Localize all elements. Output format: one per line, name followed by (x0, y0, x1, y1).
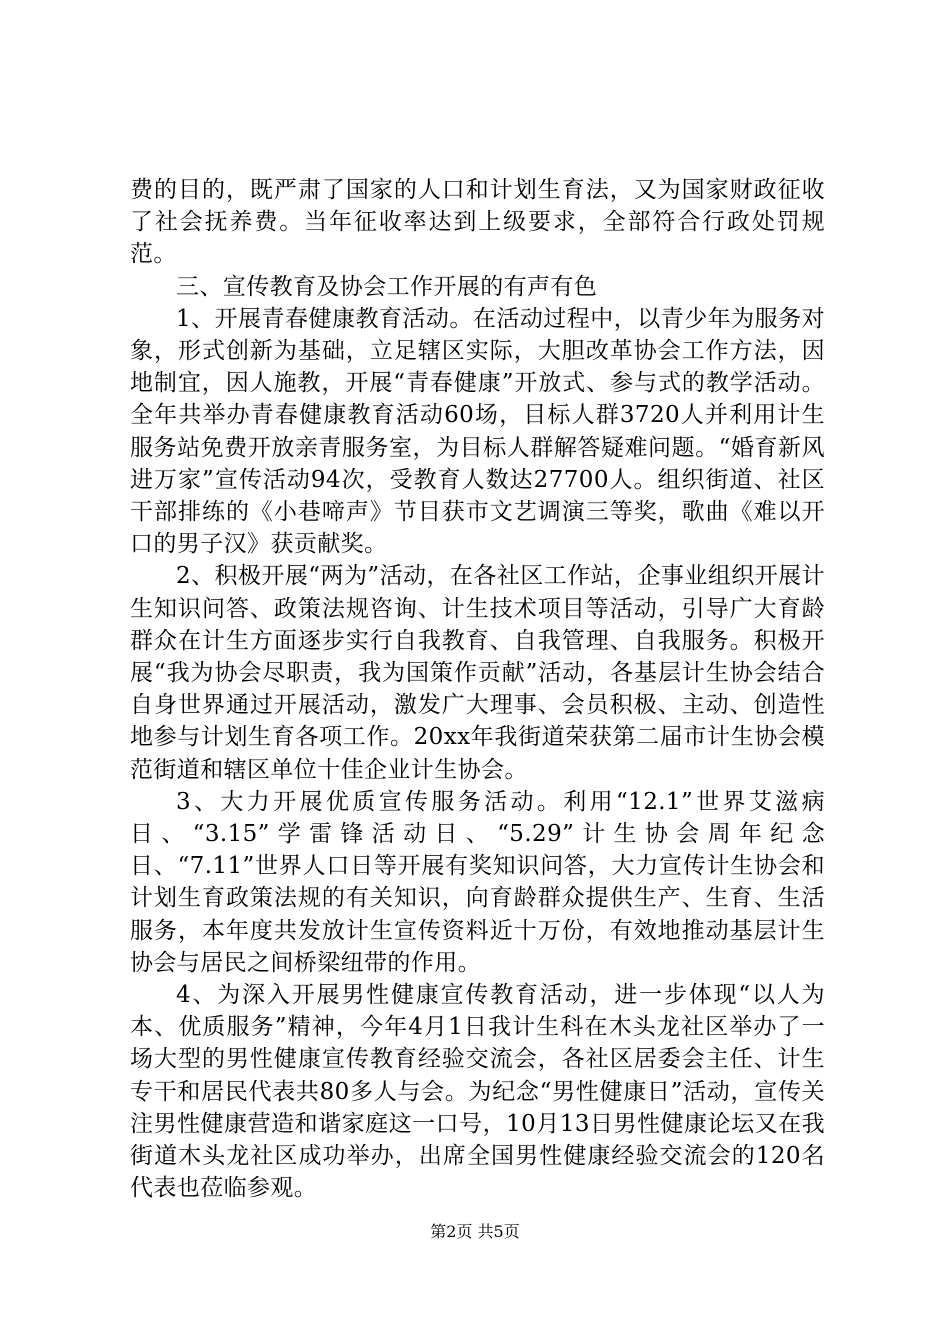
paragraph-item-3: 3、大力开展优质宣传服务活动。利用“12.1”世界艾滋病日、“3.15”学雷锋活动日、“5.29”计生协会周年纪念日、“7.11”世界人口日等开展有奖知识问答，大力宣传计生协会和计划生育政策法规的有关知识，向育龄群众提供生产、生育、生活服务，本年度共发放计生宣传资料近十万份，有效地推动基层计生协会与居民之间桥梁纽带的作用。 (130, 788, 825, 976)
paragraph-item-4: 4、为深入开展男性健康宣传教育活动，进一步体现“以人为本、优质服务”精神，今年4月1日我计生科在木头龙社区举办了一场大型的男性健康宣传教育经验交流会，各社区居委会主任、计生专干和居民代表共80多人与会。为纪念“男性健康日”活动，宣传关注男性健康营造和谐家庭这一口号，10月13日男性健康论坛又在我街道木头龙社区成功举办，出席全国男性健康经验交流会的120名代表也莅临参观。 (130, 982, 825, 1202)
section-heading: 三、宣传教育及协会工作开展的有声有色 (176, 273, 598, 300)
paragraph-item-1: 1、开展青春健康教育活动。在活动过程中，以青少年为服务对象，形式创新为基础，立足辖区实际，大胆改革协会工作方法，因地制宜，因人施教，开展“青春健康”开放式、参与式的教学活动。全年共举办青春健康教育活动60场，目标人群3720人并利用计生服务站免费开放亲青服务室，为目标人群解答疑难问题。“婚育新风进万家”宣传活动94次，受教育人数达27700人。组织街道、社区干部排练的《小巷啼声》节目获市文艺调演三等奖，歌曲《难以开口的男子汉》获贡献奖。 (130, 305, 825, 558)
page-footer: 第2页 共5页 (430, 1222, 520, 1241)
document-body (130, 174, 825, 1205)
paragraph-item-2: 2、积极开展“两为”活动，在各社区工作站，企事业组织开展计生知识问答、政策法规咨询、计生技术项目等活动，引导广大育龄群众在计生方面逐步实行自我教育、自我管理、自我服务。积极开展“我为协会尽职责，我为国策作贡献”活动，各基层计生协会结合自身世界通过开展活动，激发广大理事、会员积极、主动、创造性地参与计划生育各项工作。20xx年我街道荣获第二届市计生协会模范街道和辖区单位十佳企业计生协会。 (130, 563, 825, 783)
paragraph-continuation: 费的目的，既严肃了国家的人口和计划生育法，又为国家财政征收了社会抚养费。当年征收率达到上级要求，全部符合行政处罚规范。 (130, 177, 825, 268)
